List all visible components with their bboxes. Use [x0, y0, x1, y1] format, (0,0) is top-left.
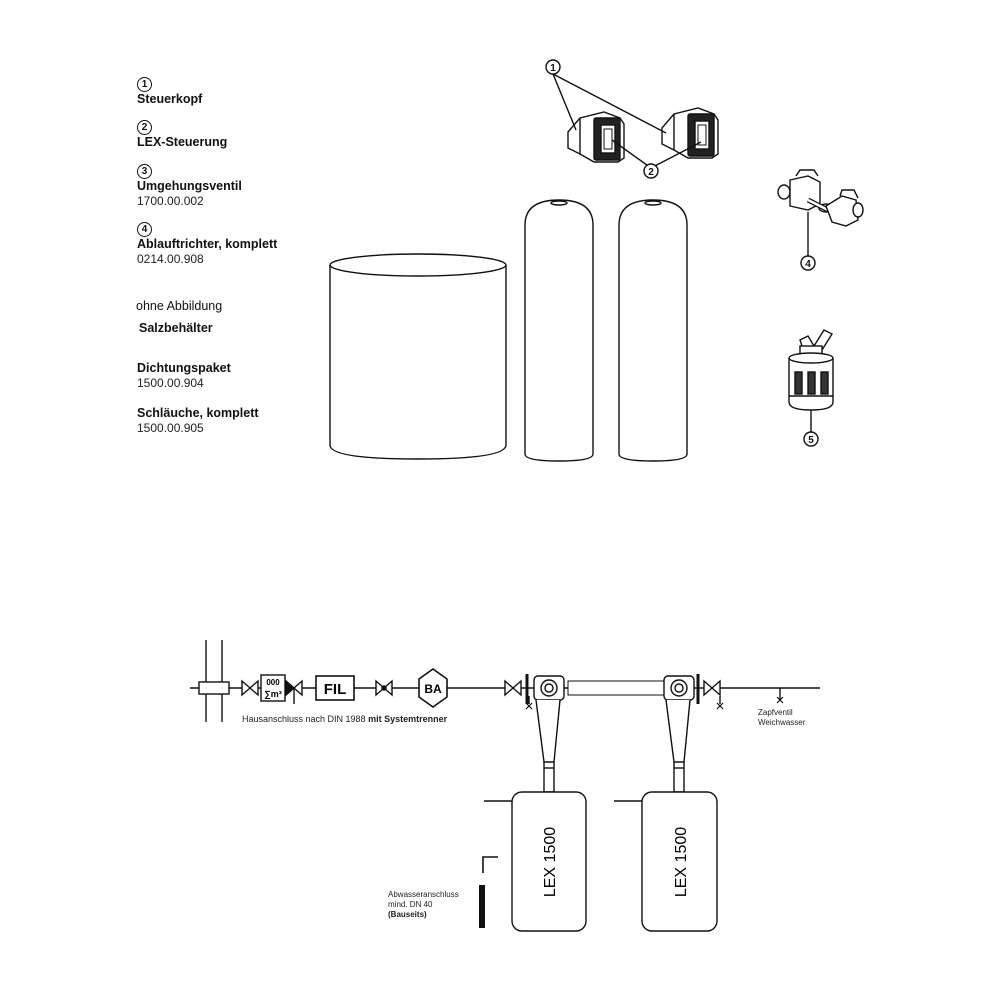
- wastewater-label-1: Abwasseranschluss: [388, 890, 459, 899]
- house-connection-flange: [199, 682, 229, 694]
- legend-code-3: 1700.00.002: [137, 194, 204, 208]
- outlet-valve: [704, 681, 720, 695]
- no-image-code-3: 1500.00.905: [137, 421, 204, 435]
- no-image-code-2: 1500.00.904: [137, 376, 204, 390]
- house-connection-bold: mit Systemtrenner: [368, 714, 448, 724]
- callout-1-label: 1: [550, 63, 556, 74]
- salt-tank: [330, 254, 506, 459]
- control-head-right: [662, 108, 718, 158]
- bypass-pipe: [568, 681, 668, 695]
- callout-5-label: 5: [808, 435, 814, 446]
- legend-name-3: Umgehungsventil: [137, 179, 242, 193]
- meter-unit: ∑m³: [264, 689, 282, 699]
- check-valve-fill: [286, 681, 294, 695]
- no-image-name-1: Salzbehälter: [139, 321, 213, 335]
- wastewater-label-2: mind. DN 40: [388, 900, 433, 909]
- tank-right-label: LEX 1500: [673, 826, 690, 898]
- legend-number-1: 1: [137, 77, 152, 92]
- callout-2-label: 2: [648, 167, 654, 178]
- inlet-valve: [505, 681, 521, 695]
- riser-tube-left: [536, 700, 560, 792]
- no-image-name-3: Schläuche, komplett: [137, 406, 259, 420]
- drain-funnel: [789, 330, 833, 432]
- tank-left-label: LEX 1500: [542, 826, 559, 898]
- riser-tube-right: [666, 700, 690, 792]
- shutoff-valve-1: [242, 681, 258, 695]
- bypass-valve: [778, 170, 863, 256]
- wastewater-label-3: (Bauseits): [388, 910, 427, 919]
- pressure-tank-left: [525, 200, 593, 461]
- legend-name-2: LEX-Steuerung: [137, 135, 228, 149]
- tap-label-2: Weichwasser: [758, 718, 806, 727]
- no-image-name-2: Dichtungspaket: [137, 361, 231, 375]
- wastewater-bracket: [483, 857, 498, 873]
- shutoff-valve-2-dot: [382, 686, 386, 690]
- schematic-head-right: [664, 676, 694, 700]
- callout-1-leader-a: [553, 74, 576, 130]
- legend-name-1: Steuerkopf: [137, 92, 203, 106]
- legend-code-4: 0214.00.908: [137, 252, 204, 266]
- control-head-left: [568, 112, 624, 162]
- filter-label: FIL: [323, 681, 347, 698]
- meter-reading: 000: [266, 678, 280, 687]
- house-connection-text: Hausanschluss nach DIN 1988: [242, 714, 366, 724]
- no-image-heading: ohne Abbildung: [136, 299, 223, 313]
- legend-number-4: 4: [137, 222, 152, 237]
- legend-number-3: 3: [137, 164, 152, 179]
- house-connection-label: [242, 714, 448, 724]
- wastewater-pipe: [479, 885, 485, 928]
- pressure-tank-right: [619, 200, 687, 461]
- callout-4-label: 4: [805, 259, 811, 270]
- tap-label-1: Zapfventil: [758, 708, 793, 717]
- legend-name-4: Ablauftrichter, komplett: [137, 237, 278, 251]
- ba-label: BA: [424, 682, 442, 696]
- schematic-head-left: [534, 676, 564, 700]
- legend-number-2: 2: [137, 120, 152, 135]
